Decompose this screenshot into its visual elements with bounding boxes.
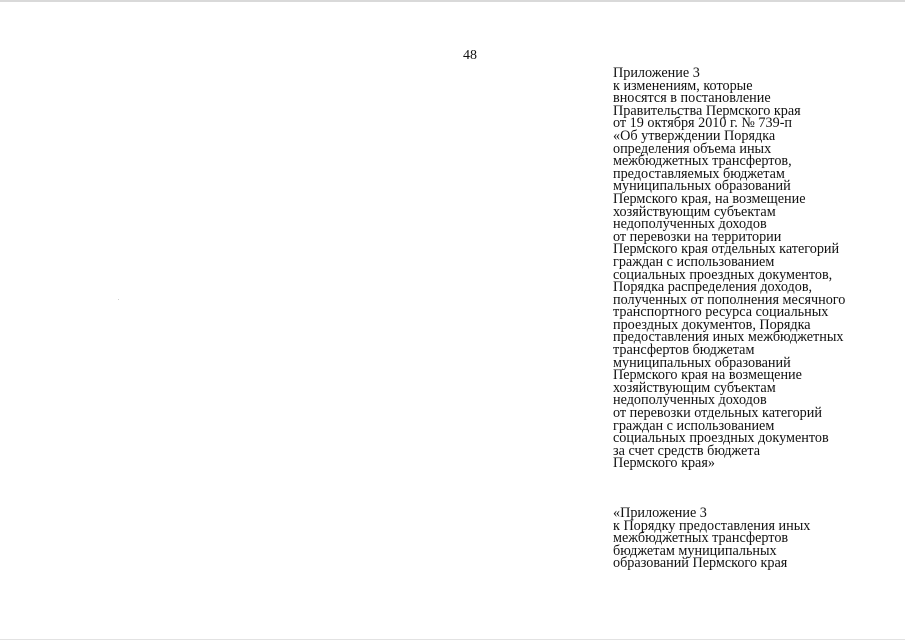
appendix-header-line: от перевозки на территории	[613, 228, 782, 245]
appendix-header-line: предоставления иных межбюджетных	[613, 329, 844, 346]
appendix-header-line: Правительства Пермского края	[613, 102, 801, 119]
appendix-header-line: муниципальных образований	[613, 178, 791, 195]
appendix-subheader-line: межбюджетных трансфертов	[613, 530, 789, 547]
appendix-header-line: транспортного ресурса социальных	[613, 304, 829, 321]
appendix-header-line: межбюджетных трансфертов,	[613, 153, 792, 170]
appendix-header-line: Пермского края на возмещение	[613, 367, 802, 384]
appendix-subheader-line: «Приложение 3	[613, 505, 707, 521]
appendix-subheader-line: образований Пермского края	[613, 555, 788, 572]
appendix-header-line: граждан с использованием	[613, 417, 775, 434]
appendix-header-line: хозяйствующим субъектам	[613, 379, 776, 396]
appendix-header-line: к изменениям, которые	[613, 77, 753, 94]
appendix-header-line: Приложение 3	[613, 65, 700, 81]
appendix-header-line: Пермского края, на возмещение	[613, 190, 806, 207]
appendix-header-line: от 19 октября 2010 г. № 739-п	[613, 115, 793, 132]
appendix-subheader-block	[613, 507, 903, 570]
appendix-header-block	[613, 67, 903, 470]
appendix-header-line: определения объема иных	[613, 140, 772, 157]
appendix-header-line: предоставляемых бюджетам	[613, 165, 785, 182]
appendix-header-line: за счет средств бюджета	[613, 442, 761, 459]
appendix-header-line: социальных проездных документов	[613, 430, 829, 447]
appendix-header-line: хозяйствующим субъектам	[613, 203, 776, 220]
appendix-header-line: муниципальных образований	[613, 354, 791, 371]
appendix-header-line: трансфертов бюджетам	[613, 342, 755, 359]
appendix-header-line: недополученных доходов	[613, 216, 767, 233]
page-number: 48	[463, 48, 477, 63]
page-top-edge	[0, 0, 905, 2]
appendix-header-line: проездных документов, Порядка	[613, 316, 811, 333]
appendix-header-line: Пермского края отдельных категорий	[613, 241, 840, 258]
appendix-header-line: Пермского края»	[613, 455, 715, 472]
appendix-header-line: от перевозки отдельных категорий	[613, 405, 822, 422]
appendix-header-line: «Об утверждении Порядка	[613, 127, 776, 144]
appendix-header-line: вносятся в постановление	[613, 90, 771, 107]
appendix-header-line: Порядка распределения доходов,	[613, 279, 813, 296]
appendix-header-line: полученных от пополнения месячного	[613, 291, 846, 308]
appendix-subheader-line: бюджетам муниципальных	[613, 542, 777, 559]
scan-speck	[118, 299, 119, 300]
appendix-header-line: недополученных доходов	[613, 392, 767, 409]
appendix-header-line: граждан с использованием	[613, 253, 775, 270]
appendix-subheader-line: к Порядку предоставления иных	[613, 517, 811, 534]
appendix-header-line: социальных проездных документов,	[613, 266, 833, 283]
